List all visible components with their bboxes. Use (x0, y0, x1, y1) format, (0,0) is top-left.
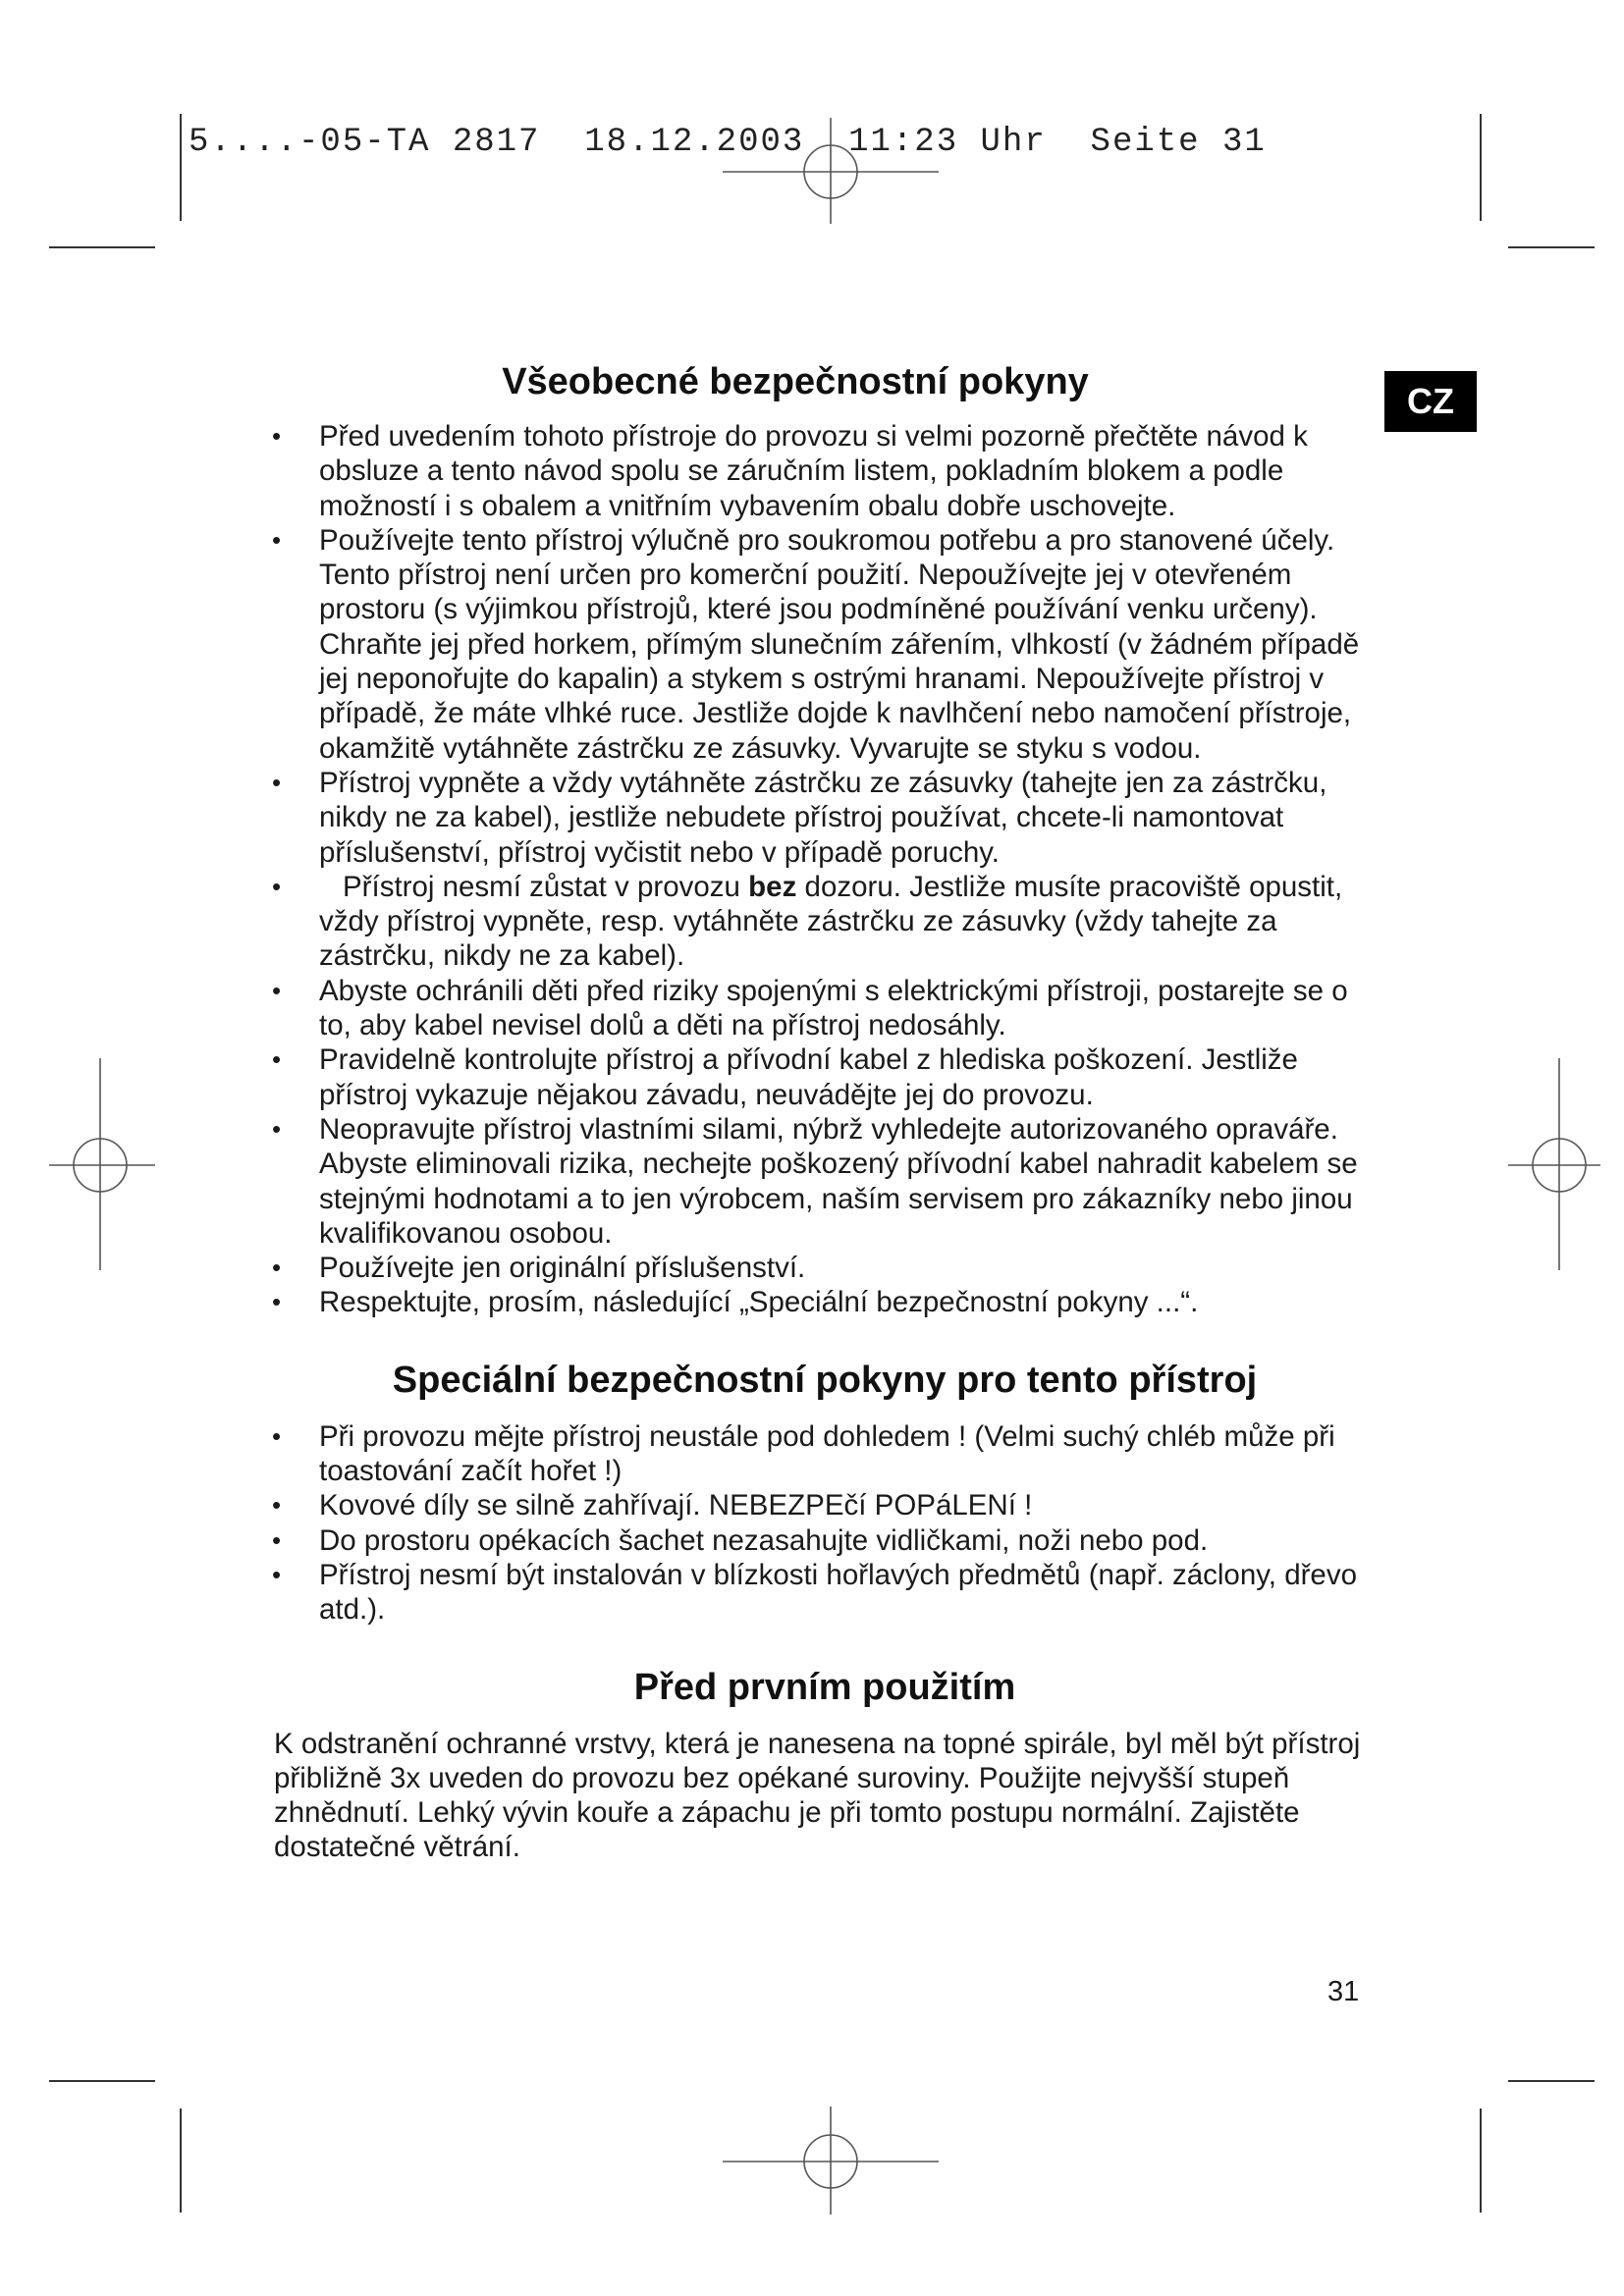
list-item: • Respektujte, prosím, následující „Speciální bezpečnostní pokyny ...“. (270, 1285, 1380, 1319)
list-item: • Neopravujte přístroj vlastními silami, nýbrž vyhledejte autorizovaného opraváře. Abyste eliminovali rizika, nechejte poškozený přívodní kabel nahradit kabelem se stejnými hodnotami a to jen výrobcem, naším servisem pro zákazníky nebo jinou kvalifikovanou osobou. (270, 1112, 1380, 1251)
general-safety-list (270, 419, 1380, 1320)
heading-before-first-use: Před prvním použitím (633, 1666, 1016, 1708)
list-item: • Kovové díly se silně zahřívají. NEBEZPEčí POPáLENí ! (270, 1488, 1380, 1522)
page-number: 31 (1327, 1976, 1360, 2007)
list-item: • Přístroj nesmí být instalován v blízkosti hořlavých předmětů (např. záclony, dřevo atd.). (270, 1558, 1380, 1628)
registration-mark-bottom (723, 2107, 939, 2215)
registration-mark-right (1508, 1058, 1600, 1270)
heading-special-safety: Speciální bezpečnostní pokyny pro tento přístroj (392, 1359, 1258, 1401)
list-item: • Používejte tento přístroj výlučně pro soukromou potřebu a pro stanovené účely. Tento přístroj není určen pro komerční použití. Nepoužívejte jej v otevřeném prostoru (s výjimkou přístrojů, které jsou podmíněné používání venku určeny). Chraňte jej před horkem, přímým slunečním zářením, vlhkostí (v žádném případě jej neponořujte do kapalin) a stykem s ostrými hranami. Nepoužívejte přístroj v případě, že máte vlhké ruce. Jestliže dojde k navlhčení nebo namočení přístroje, okamžitě vytáhněte zástrčku ze zásuvky. Vyvarujte se styku s vodou. (270, 523, 1380, 766)
list-item: • Pravidelně kontrolujte přístroj a přívodní kabel z hlediska poškození. Jestliže přístroj vykazuje nějakou závadu, neuvádějte jej do provozu. (270, 1042, 1380, 1112)
list-item: • Abyste ochránili děti před riziky spojenými s elektrickými přístroji, postarejte se o to, aby kabel nevisel dolů a děti na přístroj nedosáhly. (270, 974, 1380, 1043)
heading-general-safety: Všeobecné bezpečnostní pokyny (502, 361, 1089, 402)
list-item: • Do prostoru opékacích šachet nezasahujte vidličkami, noži nebo pod. (270, 1523, 1380, 1558)
list-item (270, 870, 1380, 974)
list-item: • Přístroj vypněte a vždy vytáhněte zástrčku ze zásuvky (tahejte jen za zástrčku, nikdy ne za kabel), jestliže nebudete přístroj používat, chcete-li namontovat příslušenství, přístroj vyčistit nebo v případě poruchy. (270, 766, 1380, 870)
list-item: • Používejte jen originální příslušenství. (270, 1251, 1380, 1285)
first-use-paragraph: K odstranění ochranné vrstvy, která je nanesena na topné spirále, byl měl být přístroj přibližně 3x uveden do provozu bez opékané suroviny. Použijte nejvyšší stupeň zhnědnutí. Lehký vývin kouře a zápachu je při tomto postupu normální. Zajistěte dostatečné větrání. (274, 1727, 1361, 1864)
language-tab: CZ (1384, 371, 1477, 432)
list-item: • Při provozu mějte přístroj neustále pod dohledem ! (Velmi suchý chléb může při toastování začít hořet !) (270, 1419, 1380, 1489)
list-item-text-after: dozoru. Jestliže musíte pracoviště opustit, vždy přístroj vypněte, resp. vytáhněte zástrčku ze zásuvky (vždy tahejte za zástrčku, nikdy ne za kabel). (319, 870, 1343, 973)
special-safety-list (270, 1419, 1380, 1628)
print-slug-line: 5....-05-TA 2817 18.12.2003 11:23 Uhr Seite 31 (189, 124, 1267, 161)
page-content (270, 353, 1380, 1865)
list-item-text-before: Přístroj nesmí zůstat v provozu (343, 870, 749, 903)
list-item: • Před uvedením tohoto přístroje do provozu si velmi pozorně přečtěte návod k obsluze a tento návod spolu se záručním listem, pokladním blokem a podle možností i s obalem a vnitřním vybavením obalu dobře uschovejte. (270, 419, 1380, 523)
list-item-bold: bez (748, 870, 797, 903)
registration-mark-left (49, 1058, 155, 1270)
